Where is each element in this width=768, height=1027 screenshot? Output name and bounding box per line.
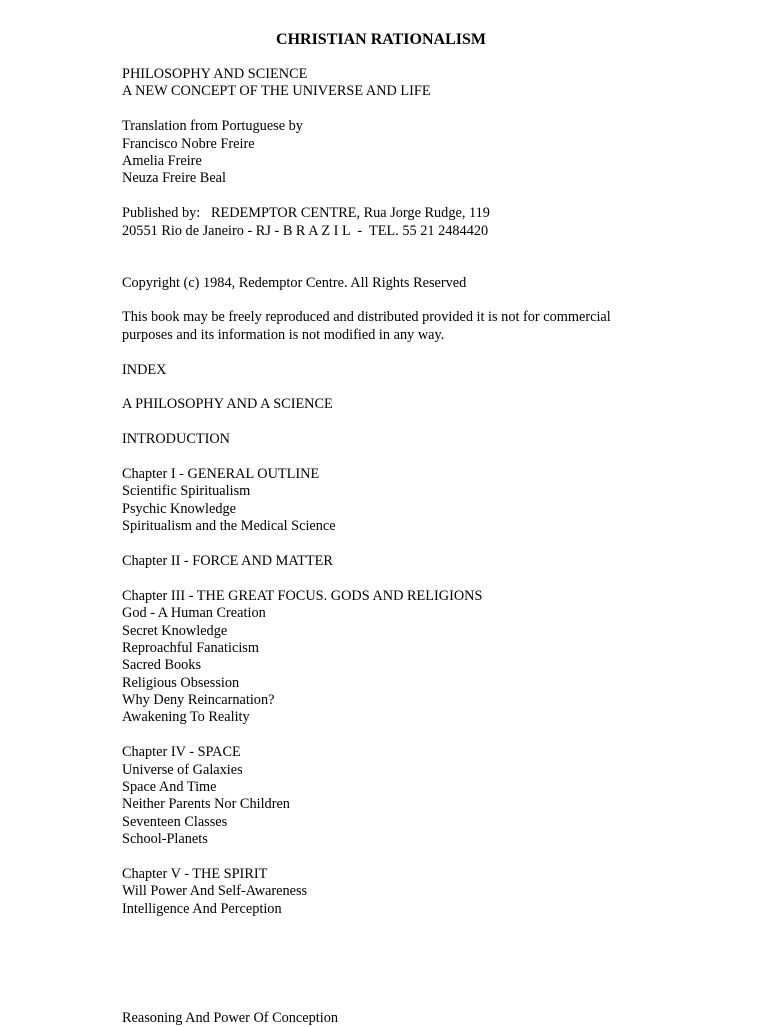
chapter-item: Awakening To Reality [122,709,250,726]
chapter-heading: Chapter V - THE SPIRIT [122,865,268,882]
subtitle-line: PHILOSOPHY AND SCIENCE [122,66,308,82]
chapter-item: God - A Human Creation [122,605,266,622]
publisher-address: 20551 Rio de Janeiro - RJ - B R A Z I L - TEL. 55 21 2484420 [122,222,489,239]
chapter-heading: Chapter II - FORCE AND MATTER [122,552,333,569]
chapter-item: Universe of Galaxies [122,761,243,778]
chapter-heading: Chapter III - THE GREAT FOCUS. GODS AND RELIGIONS [122,587,483,604]
license-line: This book may be freely reproduced and distributed provided it is not for commercial [122,309,611,326]
chapter-item: Why Deny Reincarnation? [122,692,275,709]
chapter-item: Space And Time [122,779,217,796]
chapter-heading: Chapter IV - SPACE [122,744,241,761]
chapter-item: Psychic Knowledge [122,500,236,517]
chapter-heading: Chapter I - GENERAL OUTLINE [122,466,320,482]
translator-name: Neuza Freire Beal [122,170,226,187]
chapter-item: Scientific Spiritualism [122,483,251,500]
index-entry: INTRODUCTION [122,431,231,448]
chapter-item: Seventeen Classes [122,813,228,830]
index-heading: INDEX [122,361,167,378]
index-entry: A PHILOSOPHY AND A SCIENCE [122,396,333,413]
chapter-item: Reproachful Fanaticism [122,639,259,656]
chapter-item: Secret Knowledge [122,622,228,639]
chapter-item: Intelligence And Perception [122,900,282,917]
chapter-item: Spiritualism and the Medical Science [122,518,336,535]
chapter-item: Religious Obsession [122,674,240,691]
copyright-notice: Copyright (c) 1984, Redemptor Centre. All Rights Reserved [122,274,467,291]
translator-name: Francisco Nobre Freire [122,135,255,152]
license-line: purposes and its information is not modified in any way. [122,326,445,343]
chapter-item: Will Power And Self-Awareness [122,883,308,900]
subtitle-line: A NEW CONCEPT OF THE UNIVERSE AND LIFE [122,83,431,100]
publisher-line: Published by: REDEMPTOR CENTRE, Rua Jorge Rudge, 119 [122,205,490,222]
translator-name: Amelia Freire [122,152,202,169]
translation-line: Translation from Portuguese by [122,118,303,135]
chapter-item: Sacred Books [122,657,202,674]
document-body [122,66,682,918]
chapter-item: School-Planets [122,831,208,848]
chapter-item: Neither Parents Nor Children [122,796,290,813]
document-title: CHRISTIAN RATIONALISM [276,31,486,48]
chapter-item: Reasoning And Power Of Conception [122,1010,339,1026]
